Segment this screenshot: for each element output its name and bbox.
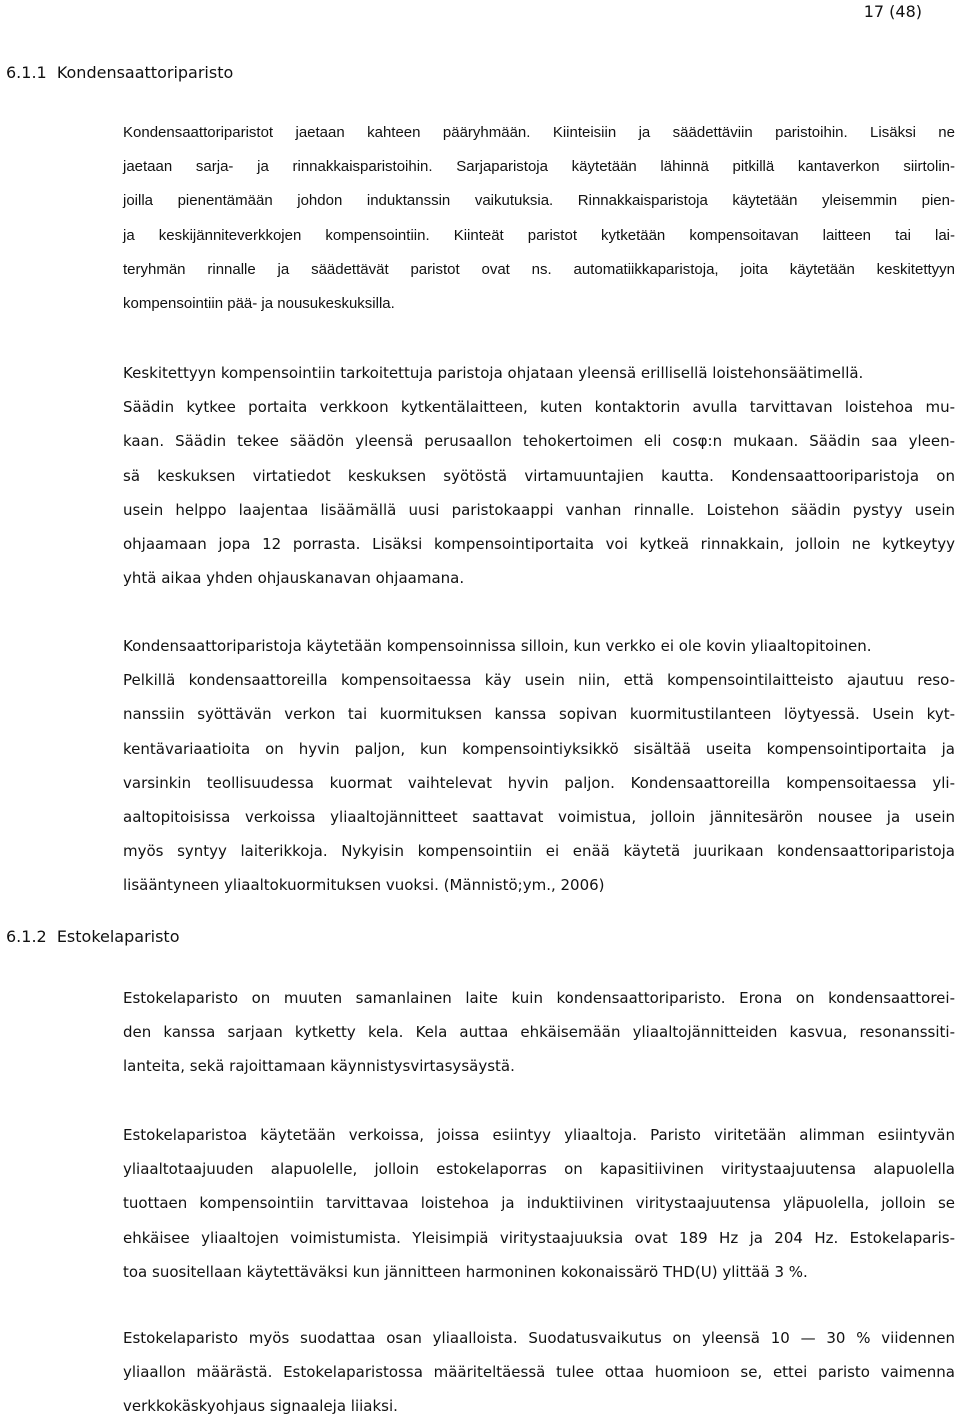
text-line: den kanssa sarjaan kytketty kela. Kela auttaa ehkäisemään yliaaltojännitteiden kasvua, resonanssiti- bbox=[123, 1023, 955, 1042]
paragraph-1 bbox=[123, 116, 955, 321]
section-heading-estokelaparisto bbox=[6, 927, 180, 946]
text-line: joilla pienentämään johdon induktanssin vaikutuksia. Rinnakkaisparistoja käytetään yleisemmin pien- bbox=[123, 192, 955, 210]
text-line: Keskitettyyn kompensointiin tarkoitettuja paristoja ohjataan yleensä erillisellä loistehonsäätimellä. bbox=[123, 364, 864, 382]
text-line: Pelkillä kondensaattoreilla kompensoitaessa käy usein niin, että kompensointilaitteisto ajautuu reso- bbox=[123, 671, 955, 690]
text-line: myös syntyy laiterikkoja. Nykyisin kompensointiin ei enää käytetä juurikaan kondensaattoriparistoja bbox=[123, 842, 955, 861]
text-line: toa suositellaan käytettäväksi kun jännitteen harmoninen kokonaissärö THD(U) ylittää 3 %. bbox=[123, 1262, 808, 1281]
text-line: Säädin kytkee portaita verkkoon kytkentälaitteen, kuten kontaktorin avulla tarvittavan loistehoa mu- bbox=[123, 398, 955, 417]
paragraph-4 bbox=[123, 981, 955, 1084]
text-line: Kondensaattoriparistot jaetaan kahteen pääryhmään. Kiinteisiin ja säädettäviin paristoihin. Lisäksi ne bbox=[123, 124, 955, 141]
text-line: kompensointiin pää- ja nousukeskuksilla. bbox=[123, 294, 395, 312]
text-line: lisääntyneen yliaaltokuormituksen vuoksi. (Männistö;ym., 2006) bbox=[123, 876, 605, 895]
text-line: varsinkin teollisuudessa kuormat vaihtelevat hyvin paljon. Kondensaattoreilla kompensoitaessa yli- bbox=[123, 773, 955, 792]
section-number: 6.1.1 bbox=[6, 63, 47, 82]
text-line: teryhmän rinnalle ja säädettävät paristot ovat ns. automatiikkaparistoja, joita käytetään keskitettyyn bbox=[123, 260, 955, 278]
text-line: sä keskuksen virtatiedot keskuksen syötöstä virtamuuntajien kautta. Kondensaattooriparistoja on bbox=[123, 466, 955, 485]
text-line: verkkokäskyohjaus signaaleja liiaksi. bbox=[123, 1397, 398, 1416]
paragraph-3 bbox=[123, 629, 955, 903]
text-line: usein helppo laajentaa lisäämällä uusi paristokaappi vanhan rinnalle. Loistehon säädin pystyy usein bbox=[123, 500, 955, 519]
text-line: yliaallon määrästä. Estokelaparistossa määriteltäessä tulee ottaa huomioon se, ettei paristo vaimenna bbox=[123, 1363, 955, 1382]
paragraph-2 bbox=[123, 356, 955, 595]
page-number: 17 (48) bbox=[863, 2, 922, 21]
text-line: yhtä aikaa yhden ohjauskanavan ohjaamana. bbox=[123, 569, 465, 588]
text-line: aaltopitoisissa verkoissa yliaaltojännitteet saattavat voimistua, jolloin jännitesärön nousee ja usein bbox=[123, 807, 955, 826]
section-title: Kondensaattoriparisto bbox=[56, 63, 234, 82]
text-line: ja keskijänniteverkkojen kompensointiin. Kiinteät paristot kytketään kompensoitavan laitteen tai lai- bbox=[123, 226, 955, 244]
text-line: tuottaen kompensointiin tarvittavaa loistehoa ja induktiivinen viritystaajuutensa yläpuolella, jolloin se bbox=[123, 1194, 955, 1213]
text-line: Kondensaattoriparistoja käytetään kompensoinnissa silloin, kun verkko ei ole kovin yliaaltopitoinen. bbox=[123, 637, 872, 655]
section-number: 6.1.2 bbox=[6, 927, 47, 946]
section-heading-kondensaattoriparisto bbox=[6, 63, 233, 82]
paragraph-6 bbox=[123, 1321, 955, 1424]
text-line: kaan. Säädin tekee säädön yleensä perusaallon tehokertoimen eli cosφ:n mukaan. Säädin saa yleen- bbox=[123, 432, 955, 451]
text-line: Estokelaparisto myös suodattaa osan yliaalloista. Suodatusvaikutus on yleensä 10 — 30 % viidennen bbox=[123, 1329, 955, 1347]
section-title: Estokelaparisto bbox=[56, 927, 180, 946]
text-line: kentävariaatioita on hyvin paljon, kun kompensointiyksikkö sisältää useita kompensointiportaita ja bbox=[123, 739, 955, 758]
text-line: lanteita, sekä rajoittamaan käynnistysvirtasysäystä. bbox=[123, 1057, 515, 1076]
text-line: ehkäisee yliaaltojen voimistumista. Yleisimpiä viritystaajuuksia ovat 189 Hz ja 204 Hz. Estokelaparis- bbox=[123, 1228, 955, 1247]
text-line: ohjaamaan jopa 12 porrasta. Lisäksi kompensointiportaita voi kytkeä rinnakkain, jolloin ne kytkeytyy bbox=[123, 534, 955, 553]
text-line: Estokelaparisto on muuten samanlainen laite kuin kondensaattoriparisto. Erona on kondensaattorei- bbox=[123, 989, 955, 1007]
text-line: nanssiin syöttävän verkon tai kuormituksen kanssa sopivan kuormitustilanteen löytyessä. Usein kyt- bbox=[123, 705, 955, 724]
text-line: yliaaltotaajuuden alapuolelle, jolloin estokelaporras on kapasitiivinen viritystaajuutensa alapuolella bbox=[123, 1160, 955, 1179]
paragraph-5 bbox=[123, 1118, 955, 1289]
text-line: jaetaan sarja- ja rinnakkaisparistoihin. Sarjaparistoja käytetään lähinnä pitkillä kantaverkon siirtolin- bbox=[123, 158, 955, 176]
text-line: Estokelaparistoa käytetään verkoissa, joissa esiintyy yliaaltoja. Paristo viritetään alimman esiintyvän bbox=[123, 1126, 955, 1144]
